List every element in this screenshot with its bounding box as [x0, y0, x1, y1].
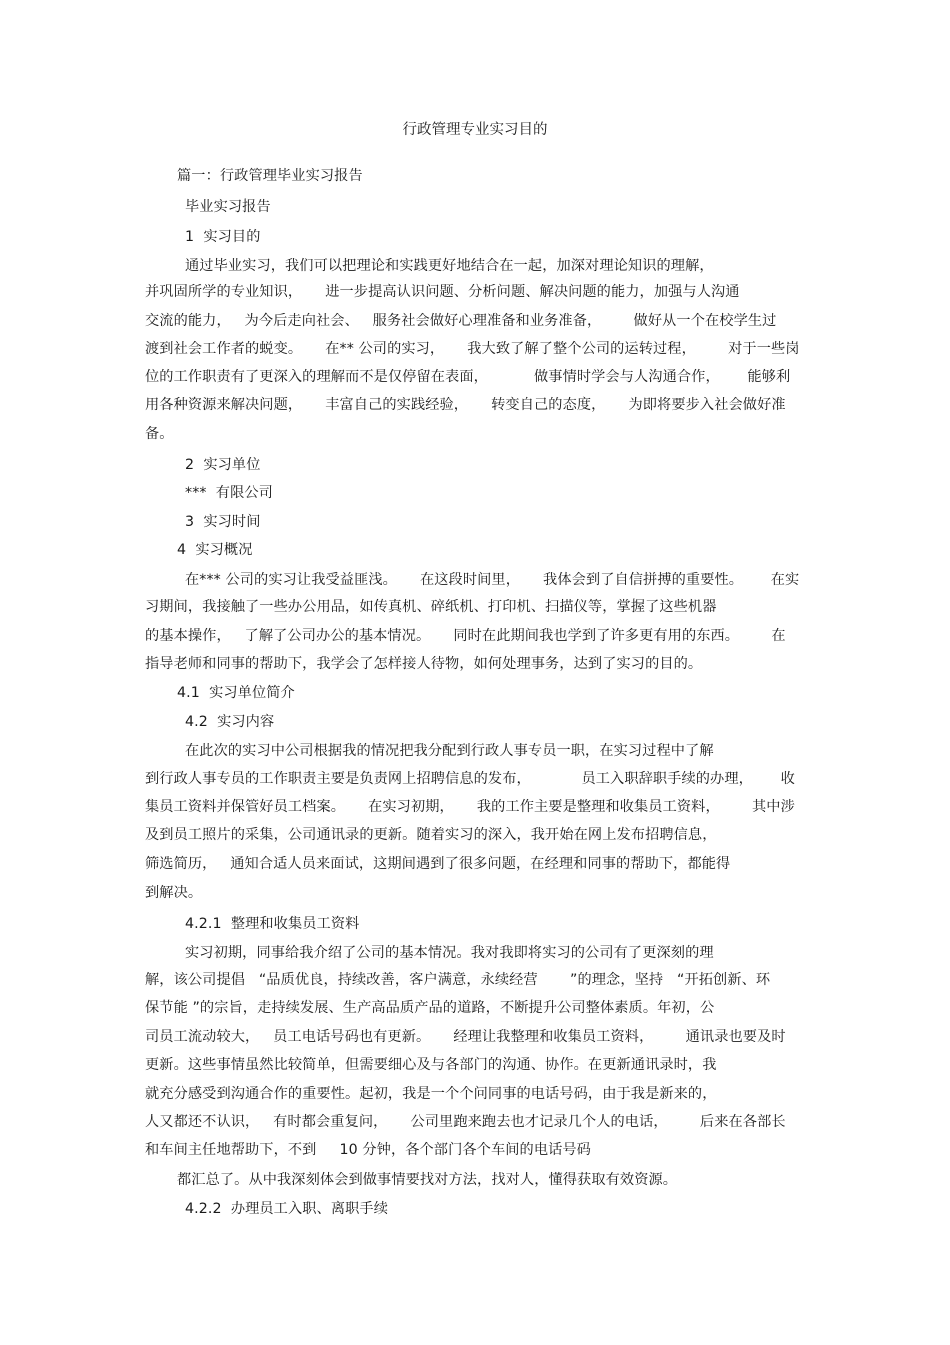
- heading-4-2-1: 4.2.1 整理和收集员工资料: [185, 916, 360, 932]
- paragraph-line: 通过毕业实习，我们可以把理论和实践更好地结合在一起，加深对理论知识的理解，: [185, 258, 714, 274]
- heading-1-purpose: 1 实习目的: [185, 229, 261, 245]
- paragraph-line: 交流的能力， 为今后走向社会、 服务社会做好心理准备和业务准备， 做好从一个在校学生过: [145, 313, 777, 329]
- paragraph-line: 都汇总了。从中我深刻体会到做事情要找对方法，找对人，懂得获取有效资源。: [177, 1172, 678, 1188]
- heading-4-overview: 4 实习概况: [177, 542, 253, 558]
- paragraph-line: 并巩固所学的专业知识， 进一步提高认识问题、分析问题、解决问题的能力，加强与人沟通: [145, 284, 740, 300]
- paragraph-line: 在此次的实习中公司根据我的情况把我分配到行政人事专员一职，在实习过程中了解: [185, 743, 714, 759]
- paragraph-line: 在*** 公司的实习让我受益匪浅。 在这段时间里， 我体会到了自信拼搏的重要性。 在实: [185, 572, 800, 588]
- report-heading: 毕业实习报告: [185, 199, 271, 215]
- paragraph-line: 更新。这些事情虽然比较简单，但需要细心及与各部门的沟通、协作。在更新通讯录时，我: [145, 1057, 717, 1073]
- paragraph-line: 到解决。: [145, 885, 203, 901]
- paragraph-line: 司员工流动较大， 员工电话号码也有更新。 经理让我整理和收集员工资料， 通讯录也要及时: [145, 1029, 786, 1045]
- heading-4-2: 4.2 实习内容: [185, 714, 275, 730]
- paragraph-line: 解，该公司提倡 “品质优良，持续改善，客户满意，永续经营 ”的理念，坚持 “开拓创新、环: [145, 972, 771, 988]
- paragraph-line: 保节能 ”的宗旨，走持续发展、生产高品质产品的道路，不断提升公司整体素质。年初，公: [145, 1000, 715, 1016]
- heading-4-1: 4.1 实习单位简介: [177, 685, 295, 701]
- paragraph-line: 渡到社会工作者的蜕变。 在** 公司的实习， 我大致了解了整个公司的运转过程， 对于一些岗: [145, 341, 800, 357]
- paragraph-line: 备。: [145, 426, 174, 442]
- document-title: 行政管理专业实习目的: [402, 122, 548, 138]
- company-name: *** 有限公司: [185, 485, 273, 501]
- paragraph-line: 用各种资源来解决问题， 丰富自己的实践经验， 转变自己的态度， 为即将要步入社会做好准: [145, 397, 786, 413]
- paragraph-line: 人又都还不认识， 有时都会重复问， 公司里跑来跑去也才记录几个人的电话， 后来在各部长: [145, 1114, 786, 1130]
- paragraph-line: 筛选简历， 通知合适人员来面试，这期间遇到了很多问题，在经理和同事的帮助下，都能得: [145, 856, 731, 872]
- paragraph-line: 集员工资料并保管好员工档案。 在实习初期， 我的工作主要是整理和收集员工资料， 其中涉: [145, 799, 795, 815]
- paragraph-line: 到行政人事专员的工作职责主要是负责网上招聘信息的发布， 员工入职辞职手续的办理， 收: [145, 771, 795, 787]
- heading-3-time: 3 实习时间: [185, 514, 261, 530]
- heading-4-2-2: 4.2.2 办理员工入职、离职手续: [185, 1201, 388, 1217]
- paragraph-line: 习期间，我接触了一些办公用品，如传真机、碎纸机、打印机、扫描仪等，掌握了这些机器: [145, 599, 717, 615]
- paragraph-line: 指导老师和同事的帮助下，我学会了怎样接人待物，如何处理事务，达到了实习的目的。: [145, 656, 703, 672]
- heading-2-unit: 2 实习单位: [185, 457, 261, 473]
- paragraph-line: 及到员工照片的采集，公司通讯录的更新。随着实习的深入，我开始在网上发布招聘信息，: [145, 827, 717, 843]
- paragraph-line: 的基本操作， 了解了公司办公的基本情况。 同时在此期间我也学到了许多更有用的东西。 在: [145, 628, 786, 644]
- paragraph-line: 位的工作职责有了更深入的理解而不是仅停留在表面， 做事情时学会与人沟通合作， 能够利: [145, 369, 791, 385]
- section-heading-part1: 篇一：行政管理毕业实习报告: [177, 168, 363, 184]
- paragraph-line: 实习初期，同事给我介绍了公司的基本情况。我对我即将实习的公司有了更深刻的理: [185, 945, 714, 961]
- paragraph-line: 和车间主任地帮助下，不到 10 分钟，各个部门各个车间的电话号码: [145, 1142, 591, 1158]
- paragraph-line: 就充分感受到沟通合作的重要性。起初，我是一个个问同事的电话号码，由于我是新来的，: [145, 1086, 717, 1102]
